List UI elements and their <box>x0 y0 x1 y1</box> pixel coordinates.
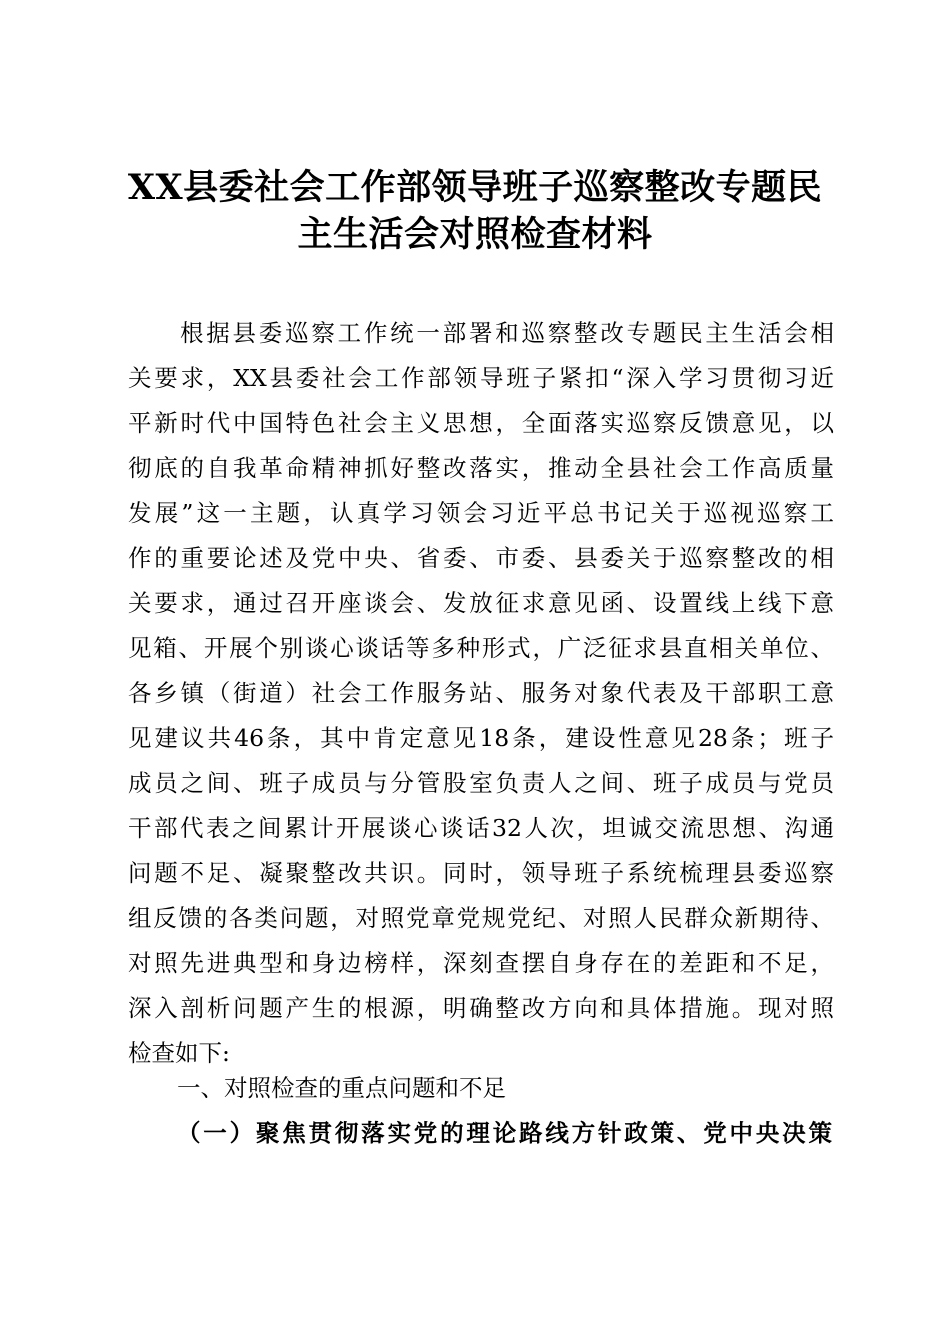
body-line: 对照先进典型和身边榜样，深刻查摆自身存在的差距和不足， <box>128 949 834 977</box>
body-line: 平新时代中国特色社会主义思想，全面落实巡察反馈意见，以 <box>128 409 834 437</box>
body-line: 关要求，通过召开座谈会、发放征求意见函、设置线上线下意 <box>128 589 834 617</box>
body-line: 关要求，XX县委社会工作部领导班子紧扣“深入学习贯彻习近 <box>128 364 834 392</box>
title-line: XX县委社会工作部领导班子巡察整改专题民 <box>127 167 823 208</box>
body-line: 成员之间、班子成员与分管股室负责人之间、班子成员与党员 <box>128 769 834 797</box>
body-line: 深入剖析问题产生的根源，明确整改方向和具体措施。现对照 <box>128 994 834 1022</box>
body-line: 问题不足、凝聚整改共识。同时，领导班子系统梳理县委巡察 <box>128 859 834 887</box>
section-heading-1: 一、对照检查的重点问题和不足 <box>177 1074 506 1102</box>
title-line: 主生活会对照检查材料 <box>297 214 653 255</box>
body-line: 彻底的自我革命精神抓好整改落实，推动全县社会工作高质量 <box>128 454 834 482</box>
body-line: 见建议共46条，其中肯定意见18条，建设性意见28条；班子 <box>128 724 834 752</box>
body-line: 组反馈的各类问题，对照党章党规党纪、对照人民群众新期待、 <box>128 904 834 932</box>
body-line: 干部代表之间累计开展谈心谈话32人次，坦诚交流思想、沟通 <box>128 814 834 842</box>
body-line: 见箱、开展个别谈心谈话等多种形式，广泛征求县直相关单位、 <box>128 634 834 662</box>
body-line: 作的重要论述及党中央、省委、市委、县委关于巡察整改的相 <box>128 544 834 572</box>
body-line: 各乡镇（街道）社会工作服务站、服务对象代表及干部职工意 <box>128 679 834 707</box>
body-line: 发展”这一主题，认真学习领会习近平总书记关于巡视巡察工 <box>128 499 834 527</box>
body-paragraph <box>128 311 834 1076</box>
body-line: 检查如下: <box>128 1039 230 1067</box>
body-line: 根据县委巡察工作统一部署和巡察整改专题民主生活会相 <box>180 319 834 347</box>
document-title <box>110 164 840 258</box>
section-heading-2: （一）聚焦贯彻落实党的理论路线方针政策、党中央决策 <box>177 1119 832 1147</box>
